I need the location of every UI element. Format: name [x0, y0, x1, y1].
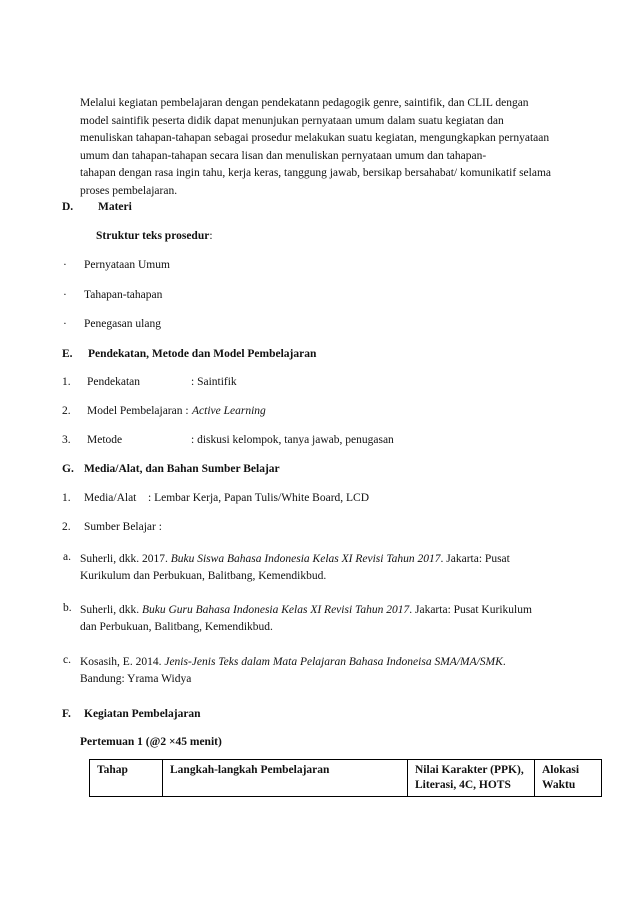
bullet-mark: ·: [63, 259, 67, 271]
ref-letter: a.: [63, 551, 71, 563]
list-item: Penegasan ulang: [84, 318, 161, 330]
subtitle-text: Struktur teks prosedur: [96, 230, 210, 242]
item-value: : diskusi kelompok, tanya jawab, penugasan: [191, 434, 394, 446]
item-number: 1.: [62, 492, 71, 504]
intro-line: proses pembelajaran.: [80, 184, 178, 197]
ref-title: Buku Siswa Bahasa Indonesia Kelas XI Revisi Tahun 2017: [170, 553, 441, 565]
ref-author: Suherli, dkk.: [80, 604, 142, 616]
item-number: 1.: [62, 376, 71, 388]
lesson-table: [89, 759, 602, 797]
bullet-mark: ·: [63, 318, 67, 330]
ref-line-1: [80, 602, 532, 619]
list-item: Tahapan-tahapan: [84, 289, 163, 301]
item-label: Sumber Belajar :: [84, 521, 162, 533]
intro-line: menuliskan tahapan-tahapan sebagai prosedur melakukan suatu kegiatan, mengungkapkan pernyataan: [80, 132, 550, 145]
intro-line: model saintifik peserta didik dapat menunjukan pernyataan umum dalam suatu kegiatan dan: [80, 114, 504, 127]
reference-item: [80, 551, 510, 584]
ref-line-1: [80, 551, 510, 568]
item-label: Media/Alat: [84, 492, 137, 504]
section-f-number: F.: [62, 708, 71, 720]
intro-paragraph: [80, 95, 580, 201]
item-number: 3.: [62, 434, 71, 446]
item-label: Model Pembelajaran :: [87, 405, 189, 417]
ref-line-2: Kurikulum dan Perbukuan, Balitbang, Kemendikbud.: [80, 569, 327, 582]
ref-line-1: [80, 654, 506, 671]
ref-letter: c.: [63, 654, 71, 666]
ref-line-2: Bandung: Yrama Widya: [80, 672, 192, 685]
header-langkah: Langkah-langkah Pembelajaran: [163, 760, 408, 797]
ref-author: Suherli, dkk. 2017.: [80, 553, 171, 565]
intro-line: Melalui kegiatan pembelajaran dengan pendekatann pedagogik genre, saintifik, dan CLIL dengan: [80, 97, 529, 109]
ref-letter: b.: [63, 602, 72, 614]
intro-line: umum dan tahapan-tahapan secara lisan dan menuliskan pernyataan umum dan tahapan-: [80, 149, 487, 162]
ref-publisher: .: [502, 656, 506, 668]
subtitle-colon: :: [209, 230, 213, 242]
list-item: Pernyataan Umum: [84, 259, 170, 271]
item-label: Metode: [87, 434, 123, 446]
ref-title: Jenis-Jenis Teks dalam Mata Pelajaran Bahasa Indoneisa SMA/MA/SMK: [164, 656, 503, 668]
item-value: Active Learning: [192, 405, 266, 417]
section-f-title: Kegiatan Pembelajaran: [84, 708, 201, 720]
item-value: : Saintifik: [191, 376, 237, 388]
item-number: 2.: [62, 521, 71, 533]
section-d-number: D.: [62, 201, 74, 213]
ref-title: Buku Guru Bahasa Indonesia Kelas XI Revisi Tahun 2017: [141, 604, 410, 616]
header-alokasi: Alokasi Waktu: [535, 760, 602, 797]
item-label: Pendekatan: [87, 376, 141, 388]
reference-item: [80, 654, 506, 687]
section-g-number: G.: [62, 463, 74, 475]
meeting-heading: Pertemuan 1 (@2 ×45 menit): [80, 736, 222, 748]
ref-publisher: . Jakarta: Pusat Kurikulum: [409, 604, 532, 616]
item-value: : Lembar Kerja, Papan Tulis/White Board, LCD: [148, 492, 370, 504]
section-e-title: Pendekatan, Metode dan Model Pembelajaran: [88, 348, 317, 360]
header-tahap: Tahap: [90, 760, 163, 797]
item-number: 2.: [62, 405, 71, 417]
section-e-number: E.: [62, 348, 73, 360]
section-g-title: Media/Alat, dan Bahan Sumber Belajar: [84, 463, 280, 475]
bullet-mark: ·: [63, 289, 67, 301]
section-d-title: Materi: [98, 201, 132, 213]
section-d-subtitle: [96, 230, 213, 242]
ref-line-2: dan Perbukuan, Balitbang, Kemendikbud.: [80, 620, 273, 633]
intro-line: tahapan dengan rasa ingin tahu, kerja keras, tanggung jawab, bersikap bersahabat/ komunikatif selama: [80, 167, 552, 180]
ref-publisher: . Jakarta: Pusat: [440, 553, 510, 565]
ref-author: Kosasih, E. 2014.: [80, 656, 165, 668]
header-nilai: Nilai Karakter (PPK), Literasi, 4C, HOTS: [408, 760, 535, 797]
reference-item: [80, 602, 532, 635]
table-header-row: [90, 760, 602, 797]
